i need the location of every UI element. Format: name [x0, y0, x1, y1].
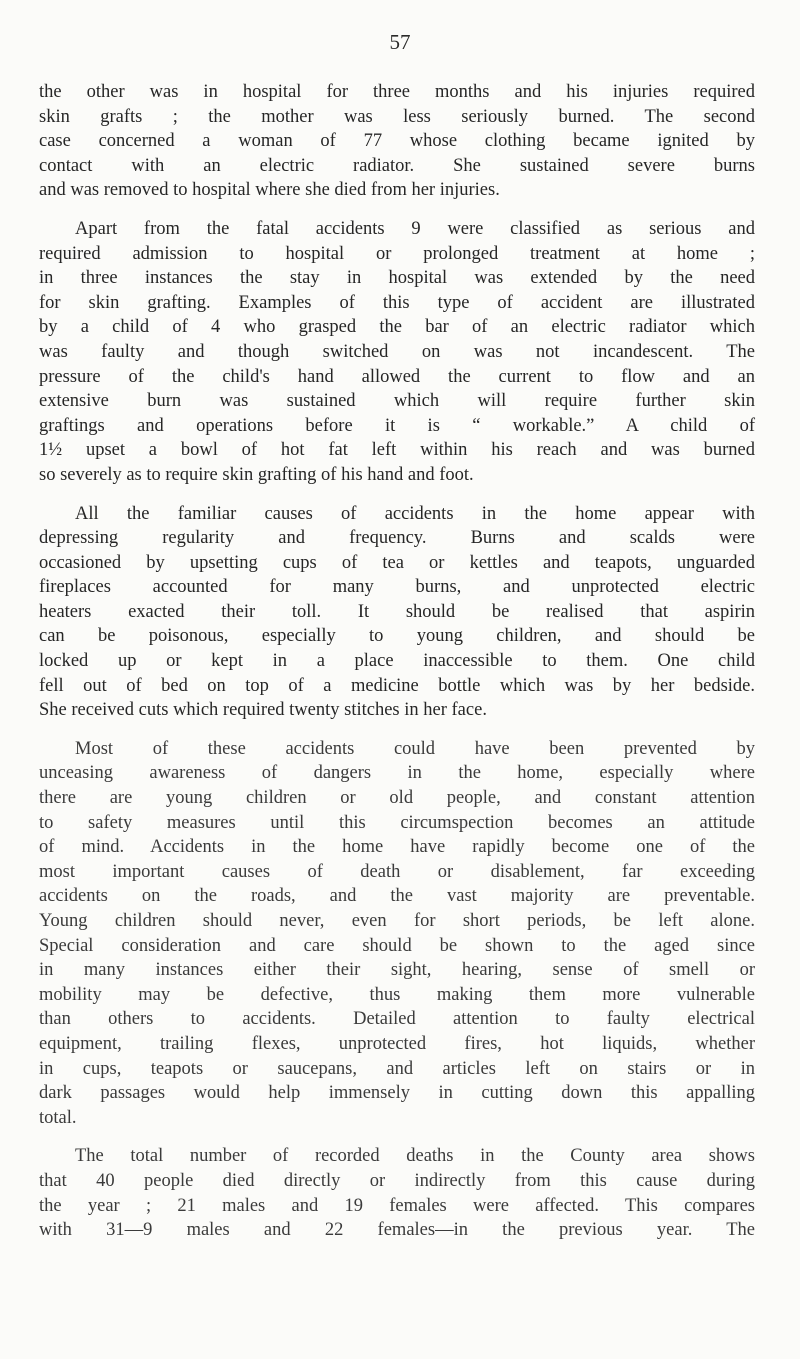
text-line: 1½ upset a bowl of hot fat left within his reach and was burned: [39, 440, 755, 461]
text-line: Special consideration and care should be shown to the aged since: [39, 935, 755, 956]
text-line: heaters exacted their toll. It should be realised that aspirin: [39, 601, 755, 622]
text-line: Apart from the fatal accidents 9 were classified as serious and: [75, 218, 755, 239]
text-line: in three instances the stay in hospital was extended by the need: [39, 268, 755, 289]
text-line: fell out of bed on top of a medicine bottle which was by her bedside.: [39, 675, 755, 696]
text-line: case concerned a woman of 77 whose clothing became ignited by: [39, 131, 755, 152]
text-line: The total number of recorded deaths in the County area shows: [75, 1146, 755, 1167]
text-line: in many instances either their sight, hearing, sense of smell or: [39, 960, 755, 981]
paragraph-1: [39, 80, 755, 203]
text-line: extensive burn was sustained which will require further skin: [39, 391, 755, 412]
paragraph-5: [39, 1144, 755, 1242]
text-line: Young children should never, even for short periods, be left alone.: [39, 911, 755, 931]
text-line: unceasing awareness of dangers in the home, especially where: [39, 763, 755, 784]
text-line: most important causes of death or disablement, far exceeding: [39, 861, 755, 882]
text-line: occasioned by upsetting cups of tea or kettles and teapots, unguarded: [39, 552, 755, 573]
text-line: Most of these accidents could have been prevented by: [75, 738, 755, 759]
text-line: to safety measures until this circumspection becomes an attitude: [39, 812, 755, 833]
text-line: accidents on the roads, and the vast majority are preventable.: [39, 886, 755, 907]
text-line: dark passages would help immensely in cutting down this appalling: [39, 1083, 755, 1104]
text-line: All the familiar causes of accidents in the home appear with: [75, 503, 755, 524]
text-line: skin grafts ; the mother was less seriously burned. The second: [39, 106, 755, 127]
text-line: for skin grafting. Examples of this type of accident are illustrated: [39, 292, 755, 313]
text-line: with 31—9 males and 22 females—in the previous year. The: [39, 1220, 755, 1241]
text-line: equipment, trailing flexes, unprotected fires, hot liquids, whether: [39, 1033, 755, 1054]
text-line: was faulty and though switched on was not incandescent. The: [39, 341, 755, 362]
text-line: so severely as to require skin grafting of his hand and foot.: [39, 464, 474, 485]
text-line: can be poisonous, especially to young children, and should be: [39, 626, 755, 647]
page-number: 57: [389, 30, 411, 54]
text-line: mobility may be defective, thus making them more vulnerable: [39, 984, 755, 1005]
text-line: required admission to hospital or prolonged treatment at home ;: [39, 243, 755, 264]
text-line: by a child of 4 who grasped the bar of an electric radiator which: [39, 317, 755, 338]
text-line: graftings and operations before it is “ workable.” A child of: [39, 415, 755, 436]
text-line: fireplaces accounted for many burns, and unprotected electric: [39, 577, 755, 598]
text-line: than others to accidents. Detailed attention to faulty electrical: [39, 1009, 755, 1030]
text-line: total.: [39, 1107, 77, 1128]
text-line: of mind. Accidents in the home have rapidly become one of the: [39, 837, 755, 858]
paragraph-2: [39, 217, 755, 488]
paragraph-4: [39, 737, 755, 1131]
body-text: [39, 80, 755, 1243]
text-line: and was removed to hospital where she died from her injuries.: [39, 180, 500, 201]
text-line: the other was in hospital for three months and his injuries required: [39, 82, 755, 102]
text-line: there are young children or old people, and constant attention: [39, 788, 755, 809]
text-line: pressure of the child's hand allowed the current to flow and an: [39, 366, 755, 387]
text-line: that 40 people died directly or indirectly from this cause during: [39, 1170, 755, 1191]
text-line: in cups, teapots or saucepans, and articles left on stairs or in: [39, 1058, 755, 1079]
text-line: contact with an electric radiator. She sustained severe burns: [39, 155, 755, 176]
text-line: the year ; 21 males and 19 females were affected. This compares: [39, 1195, 755, 1216]
text-line: She received cuts which required twenty stitches in her face.: [39, 700, 487, 721]
paragraph-3: [39, 502, 755, 723]
text-line: locked up or kept in a place inaccessible to them. One child: [39, 651, 755, 672]
text-line: depressing regularity and frequency. Burns and scalds were: [39, 528, 755, 549]
